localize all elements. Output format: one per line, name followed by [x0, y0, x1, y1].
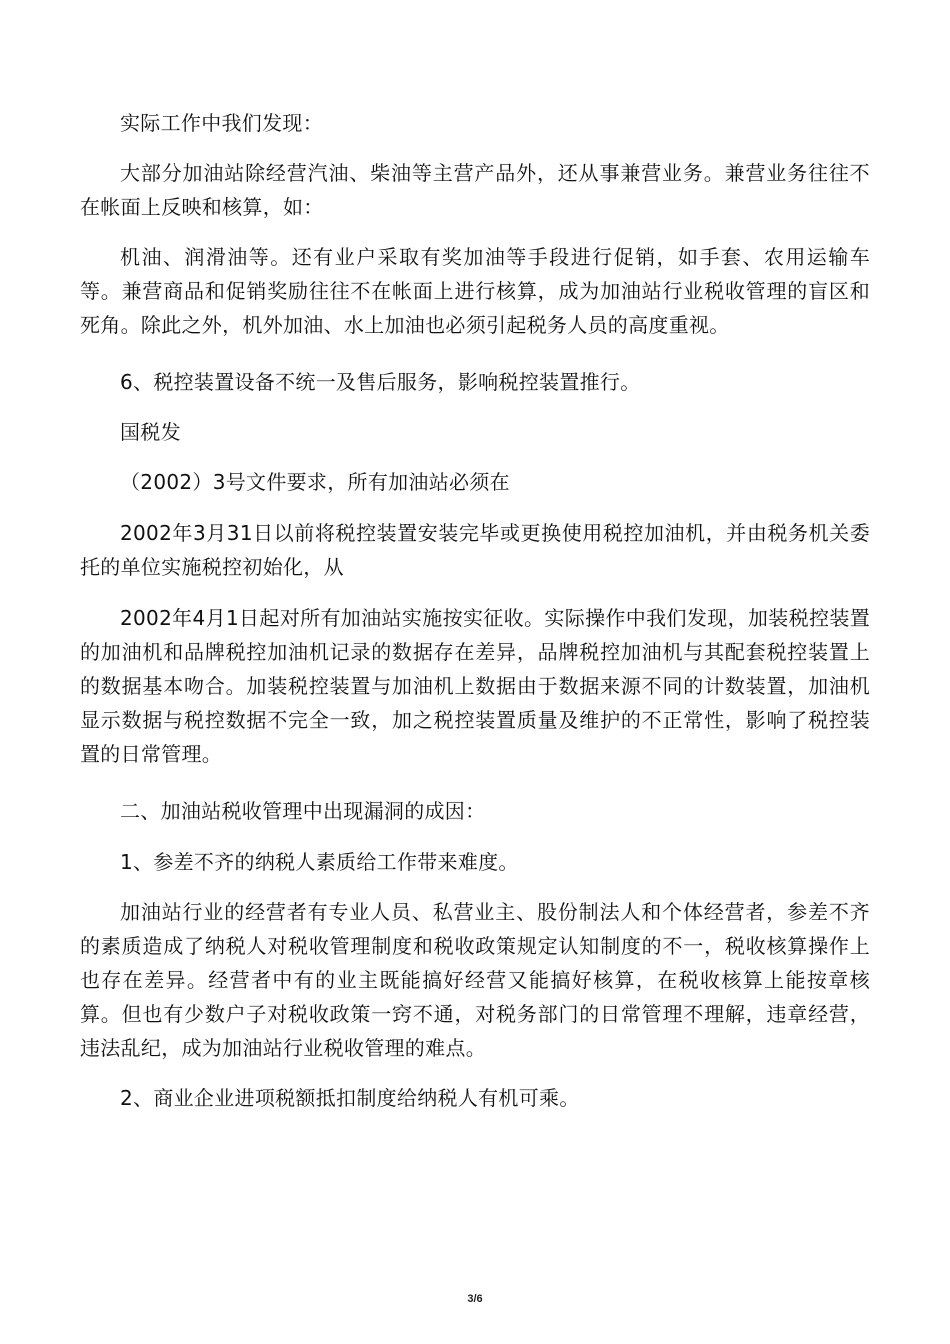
- paragraph: （2002）3号文件要求，所有加油站必须在: [120, 470, 510, 494]
- subsection-heading: 1、参差不齐的纳税人素质给工作带来难度。: [120, 850, 519, 874]
- section-heading: 二、加油站税收管理中出现漏洞的成因：: [120, 799, 486, 823]
- paragraph: 国税发: [120, 420, 181, 444]
- paragraph: 加油站行业的经营者有专业人员、私营业主、股份制法人和个体经营者，参差不齐的素质造成了纳税人对税收管理制度和税收政策规定认知制度的不一，税收核算操作上也存在差异。经营者中有的业主既能搞好经营又能搞好核算，在税收核算上能按章核算。但也有少数户子对税收政策一窍不通，对税务部门的日常管理不理解，违章经营，违法乱纪，成为加油站行业税收管理的难点。: [80, 900, 870, 1060]
- paragraph: 机油、润滑油等。还有业户采取有奖加油等手段进行促销，如手套、农用运输车等。兼营商品和促销奖励往往不在帐面上进行核算，成为加油站行业税收管理的盲区和死角。除此之外，机外加油、水上加油也必须引起税务人员的高度重视。: [80, 245, 870, 337]
- paragraph: 实际工作中我们发现：: [120, 111, 323, 135]
- paragraph: 2002年3月31日以前将税控装置安装完毕或更换使用税控加油机，并由税务机关委托的单位实施税控初始化，从: [80, 521, 870, 579]
- paragraph: 6、税控装置设备不统一及售后服务，影响税控装置推行。: [120, 370, 641, 394]
- document-body: [80, 106, 870, 1115]
- paragraph: 2002年4月1日起对所有加油站实施按实征收。实际操作中我们发现，加装税控装置的加油机和品牌税控加油机记录的数据存在差异，品牌税控加油机与其配套税控装置上的数据基本吻合。加装税控装置与加油机上数据由于数据来源不同的计数装置，加油机显示数据与税控数据不完全一致，加之税控装置质量及维护的不正常性，影响了税控装置的日常管理。: [80, 606, 870, 766]
- paragraph: 大部分加油站除经营汽油、柴油等主营产品外，还从事兼营业务。兼营业务往往不在帐面上反映和核算，如：: [80, 161, 870, 219]
- subsection-heading: 2、商业企业进项税额抵扣制度给纳税人有机可乘。: [120, 1086, 580, 1110]
- page-number: 3/6: [467, 1293, 483, 1305]
